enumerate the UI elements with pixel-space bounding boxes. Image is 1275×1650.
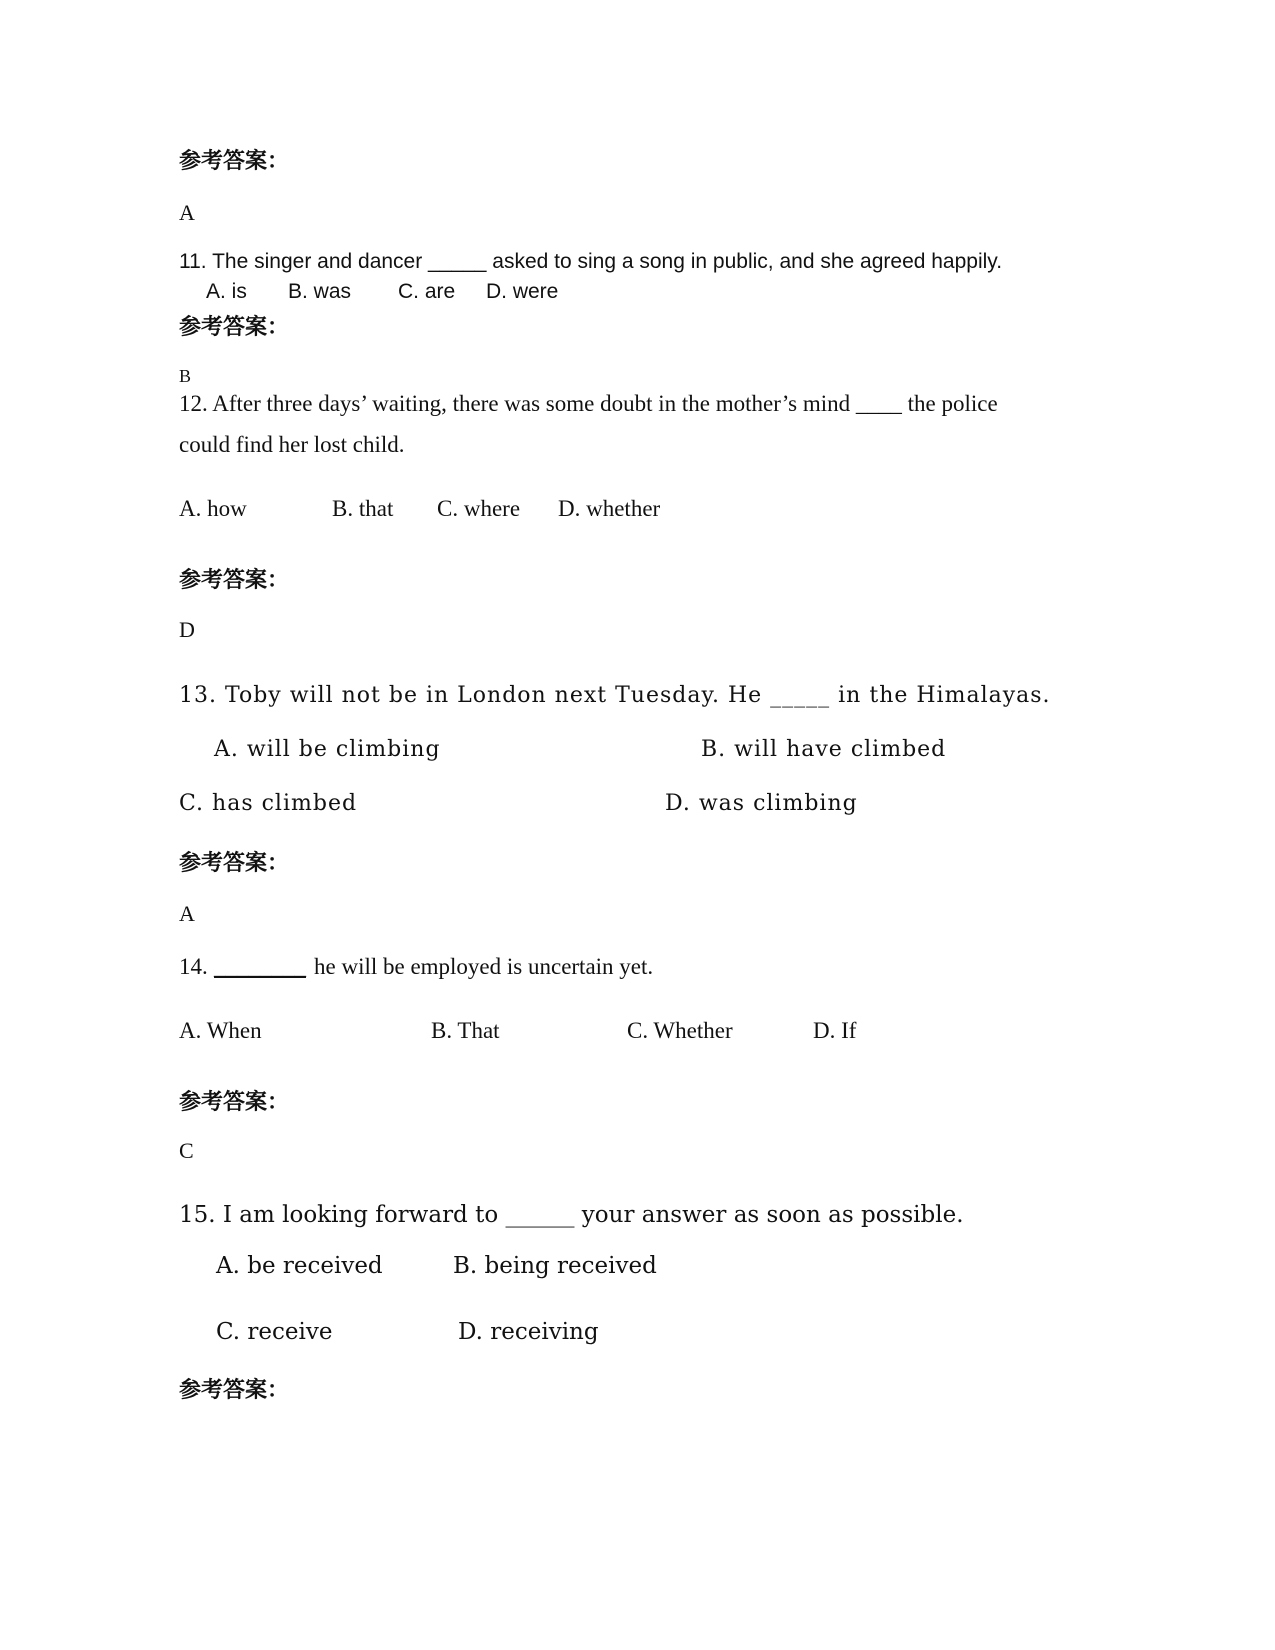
option-a: A. how <box>179 496 247 521</box>
option-c: C. Whether <box>627 1018 733 1043</box>
option-a: A. When <box>179 1018 262 1043</box>
question-stem-continued: could find her lost child. <box>179 432 405 457</box>
option-d: D. If <box>813 1018 857 1043</box>
option-b: B. being received <box>453 1253 657 1279</box>
option-c: C. receive <box>216 1319 333 1345</box>
answer-label: 参考答案： <box>179 149 290 174</box>
option-b: B. was <box>288 280 352 303</box>
option-b: B. That <box>431 1018 500 1043</box>
question-stem: 11. The singer and dancer _____ asked to sing a song in public, and she agreed happily. <box>179 250 1003 273</box>
answer-blank: ________ <box>214 954 306 979</box>
answer-label: 参考答案： <box>179 315 290 340</box>
question-stem: 13. Toby will not be in London next Tuesday. He _____ in the Himalayas. <box>179 683 1051 708</box>
question-stem: 12. After three days’ waiting, there was some doubt in the mother’s mind ____ the police <box>179 391 998 416</box>
option-a: A. will be climbing <box>214 737 441 762</box>
answer-label: 参考答案： <box>179 1378 290 1403</box>
answer-value: D <box>179 617 195 642</box>
answer-value: A <box>179 200 195 225</box>
option-d: D. whether <box>558 496 661 521</box>
option-b: B. that <box>332 496 394 521</box>
question-number: 14. <box>179 954 208 979</box>
option-c: C. are <box>398 280 456 303</box>
option-c: C. has climbed <box>179 791 358 816</box>
answer-value: A <box>179 901 195 926</box>
option-c: C. where <box>437 496 521 521</box>
option-d: D. receiving <box>458 1319 599 1345</box>
answer-value: C <box>179 1138 194 1163</box>
question-stem: 15. I am looking forward to ______ your answer as soon as possible. <box>179 1202 964 1228</box>
answer-label: 参考答案： <box>179 1090 290 1115</box>
answer-value: B <box>179 366 192 386</box>
answer-label: 参考答案： <box>179 568 290 593</box>
answer-label: 参考答案： <box>179 851 290 876</box>
option-d: D. were <box>486 280 559 303</box>
option-a: A. be received <box>216 1253 383 1279</box>
option-b: B. will have climbed <box>701 737 947 762</box>
option-a: A. is <box>206 280 247 303</box>
option-d: D. was climbing <box>665 791 858 816</box>
question-stem: he will be employed is uncertain yet. <box>314 954 654 979</box>
